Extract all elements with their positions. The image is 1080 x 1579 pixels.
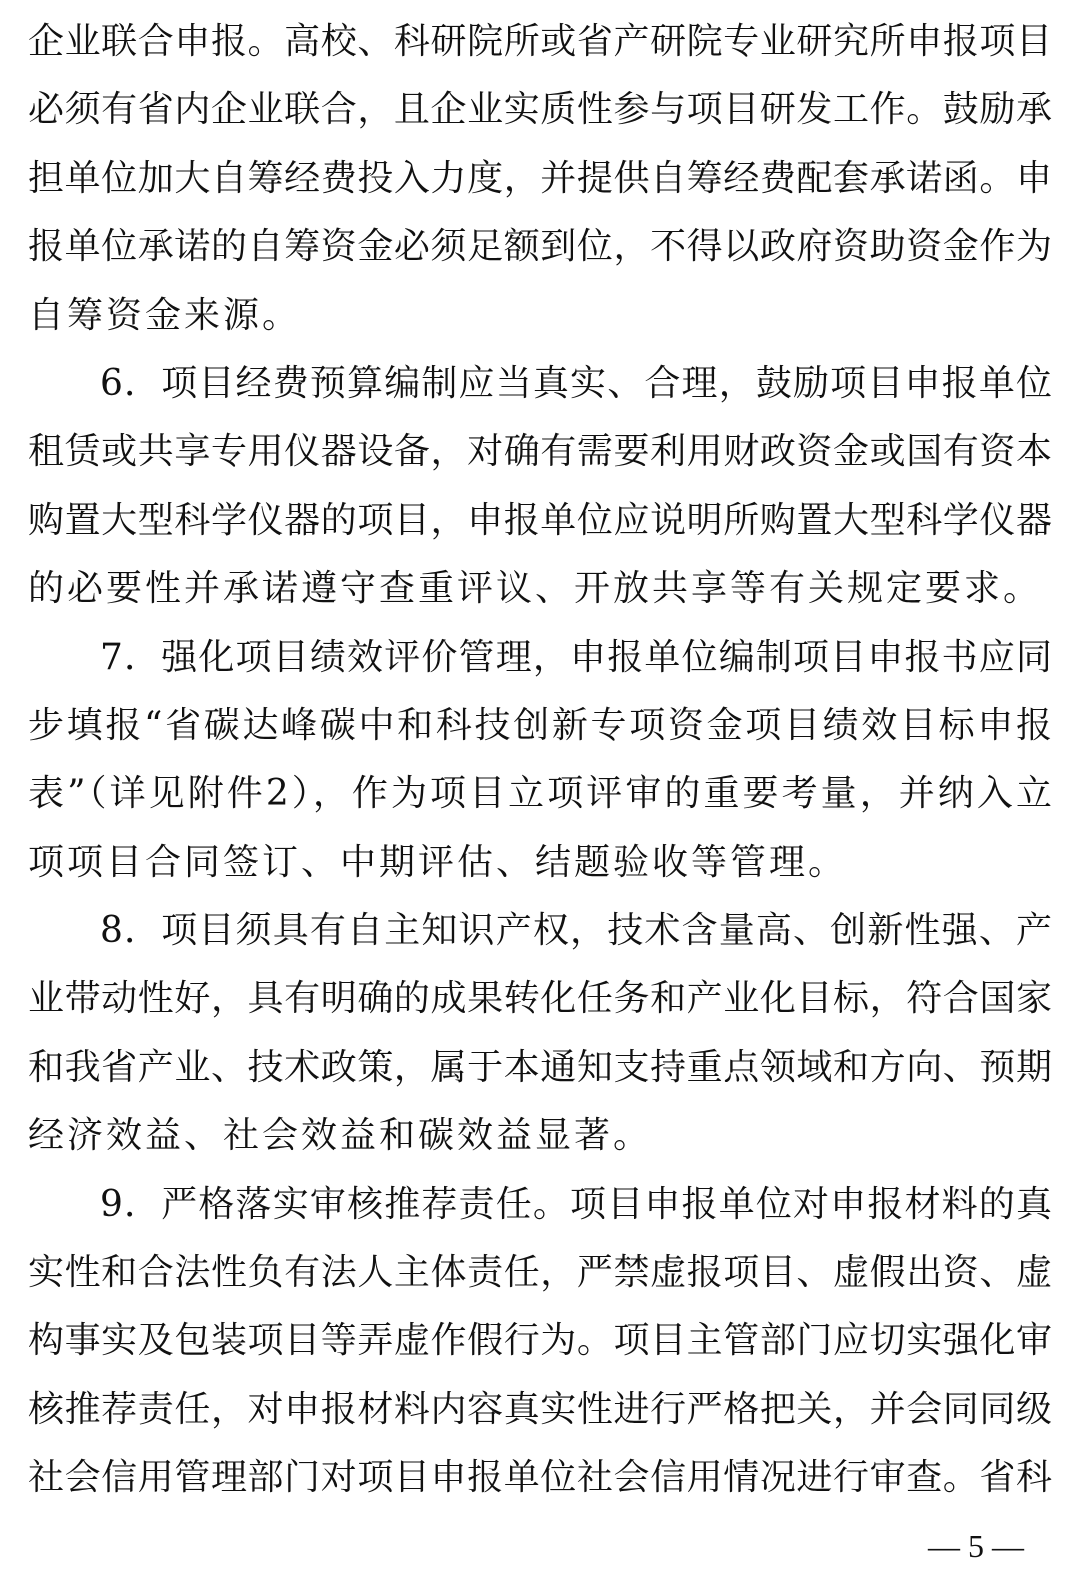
text-line: 租赁或共享专用仪器设备，对确有需要利用财政资金或国有资本 — [28, 431, 1052, 473]
text-line: 表”（详见附件2），作为项目立项评审的重要考量，并纳入立 — [28, 773, 1052, 815]
text-line: 必须有省内企业联合，且企业实质性参与项目研发工作。鼓励承 — [28, 89, 1052, 131]
text-line: 业带动性好，具有明确的成果转化任务和产业化目标，符合国家 — [28, 978, 1052, 1020]
document-body — [28, 8, 1052, 1513]
text-line: 步填报“省碳达峰碳中和科技创新专项资金项目绩效目标申报 — [28, 704, 1052, 746]
paragraph-8-start: 8．项目须具有自主知识产权，技术含量高、创新性强、产 — [100, 910, 1052, 952]
text-line: 和我省产业、技术政策，属于本通知支持重点领域和方向、预期 — [28, 1046, 1052, 1088]
text-line: 社会信用管理部门对项目申报单位社会信用情况进行审查。省科 — [28, 1457, 1052, 1499]
text-line: 报单位承诺的自筹资金必须足额到位，不得以政府资助资金作为 — [28, 226, 1052, 268]
text-line: 自筹资金来源。 — [28, 294, 302, 336]
text-line: 经济效益、社会效益和碳效益显著。 — [28, 1115, 653, 1157]
paragraph-7-start: 7．强化项目绩效评价管理，申报单位编制项目申报书应同 — [100, 636, 1052, 678]
text-line: 构事实及包装项目等弄虚作假行为。项目主管部门应切实强化审 — [28, 1320, 1052, 1362]
text-line: 担单位加大自筹经费投入力度，并提供自筹经费配套承诺函。申 — [28, 157, 1052, 199]
text-line: 购置大型科学仪器的项目，申报单位应说明所购置大型科学仪器 — [28, 499, 1052, 541]
paragraph-9-start: 9．严格落实审核推荐责任。项目申报单位对申报材料的真 — [100, 1183, 1052, 1225]
page-number: — 5 — — [928, 1528, 1024, 1564]
text-line: 的必要性并承诺遵守查重评议、开放共享等有关规定要求。 — [28, 568, 1043, 610]
text-line: 实性和合法性负有法人主体责任，严禁虚报项目、虚假出资、虚 — [28, 1252, 1052, 1294]
paragraph-6-start: 6．项目经费预算编制应当真实、合理，鼓励项目申报单位 — [100, 362, 1052, 404]
text-line: 项项目合同签订、中期评估、结题验收等管理。 — [28, 841, 848, 883]
text-line: 核推荐责任，对申报材料内容真实性进行严格把关，并会同同级 — [28, 1388, 1052, 1430]
text-line: 企业联合申报。高校、科研院所或省产研院专业研究所申报项目 — [28, 21, 1052, 62]
